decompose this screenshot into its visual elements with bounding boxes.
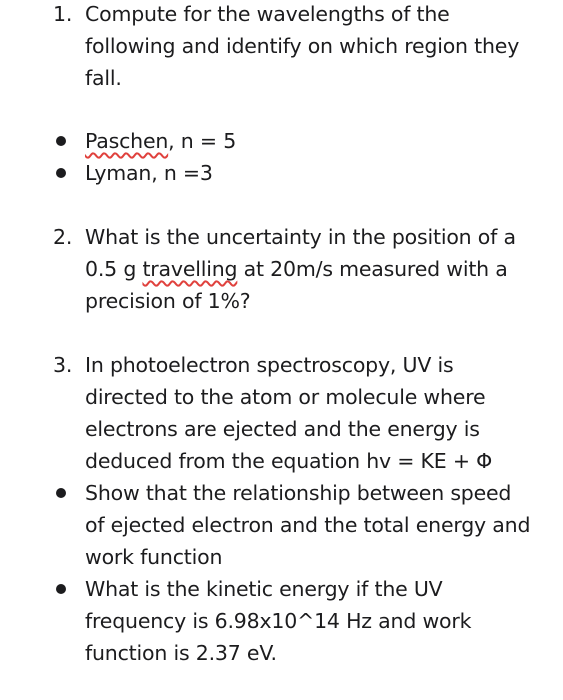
question-3-bullet-2-line-1: What is the kinetic energy if the UV	[85, 577, 443, 601]
bullet-dot	[56, 584, 66, 594]
question-3-number: 3.	[53, 353, 73, 377]
spellcheck-word[interactable]: travelling	[142, 257, 238, 281]
question-2-number: 2.	[53, 225, 73, 249]
bullet-dot	[56, 136, 66, 146]
line-text: at 20m/s measured with a	[237, 257, 508, 281]
question-3-line-4: deduced from the equation hv = KE + Φ	[85, 449, 493, 473]
question-2-line-3: precision of 1%?	[85, 289, 251, 313]
spellcheck-word[interactable]: Paschen	[85, 129, 169, 153]
question-1-line-3: fall.	[85, 66, 122, 90]
question-3-bullet-1-line-2: of ejected electron and the total energy and	[85, 513, 531, 537]
question-1-line-1: Compute for the wavelengths of the	[85, 2, 450, 26]
bullet-dot	[56, 488, 66, 498]
question-3-bullet-2-line-3: function is 2.37 eV.	[85, 641, 277, 665]
question-3-line-1: In photoelectron spectroscopy, UV is	[85, 353, 454, 377]
line-text: 0.5 g	[85, 257, 143, 281]
question-3-line-3: electrons are ejected and the energy is	[85, 417, 480, 441]
bullet-text: , n = 5	[168, 129, 237, 153]
question-1-number: 1.	[53, 2, 73, 26]
question-1-bullet-2: Lyman, n =3	[85, 161, 213, 185]
question-3-bullet-2-line-2: frequency is 6.98x10^14 Hz and work	[85, 609, 472, 633]
question-1-line-2: following and identify on which region they	[85, 34, 520, 58]
question-3-bullet-1-line-1: Show that the relationship between speed	[85, 481, 512, 505]
question-3-line-2: directed to the atom or molecule where	[85, 385, 486, 409]
question-2-line-1: What is the uncertainty in the position of a	[85, 225, 516, 249]
question-2-line-2	[85, 253, 508, 285]
bullet-dot	[56, 168, 66, 178]
question-3-bullet-1-line-3: work function	[85, 545, 223, 569]
question-1-bullet-1	[85, 125, 236, 157]
